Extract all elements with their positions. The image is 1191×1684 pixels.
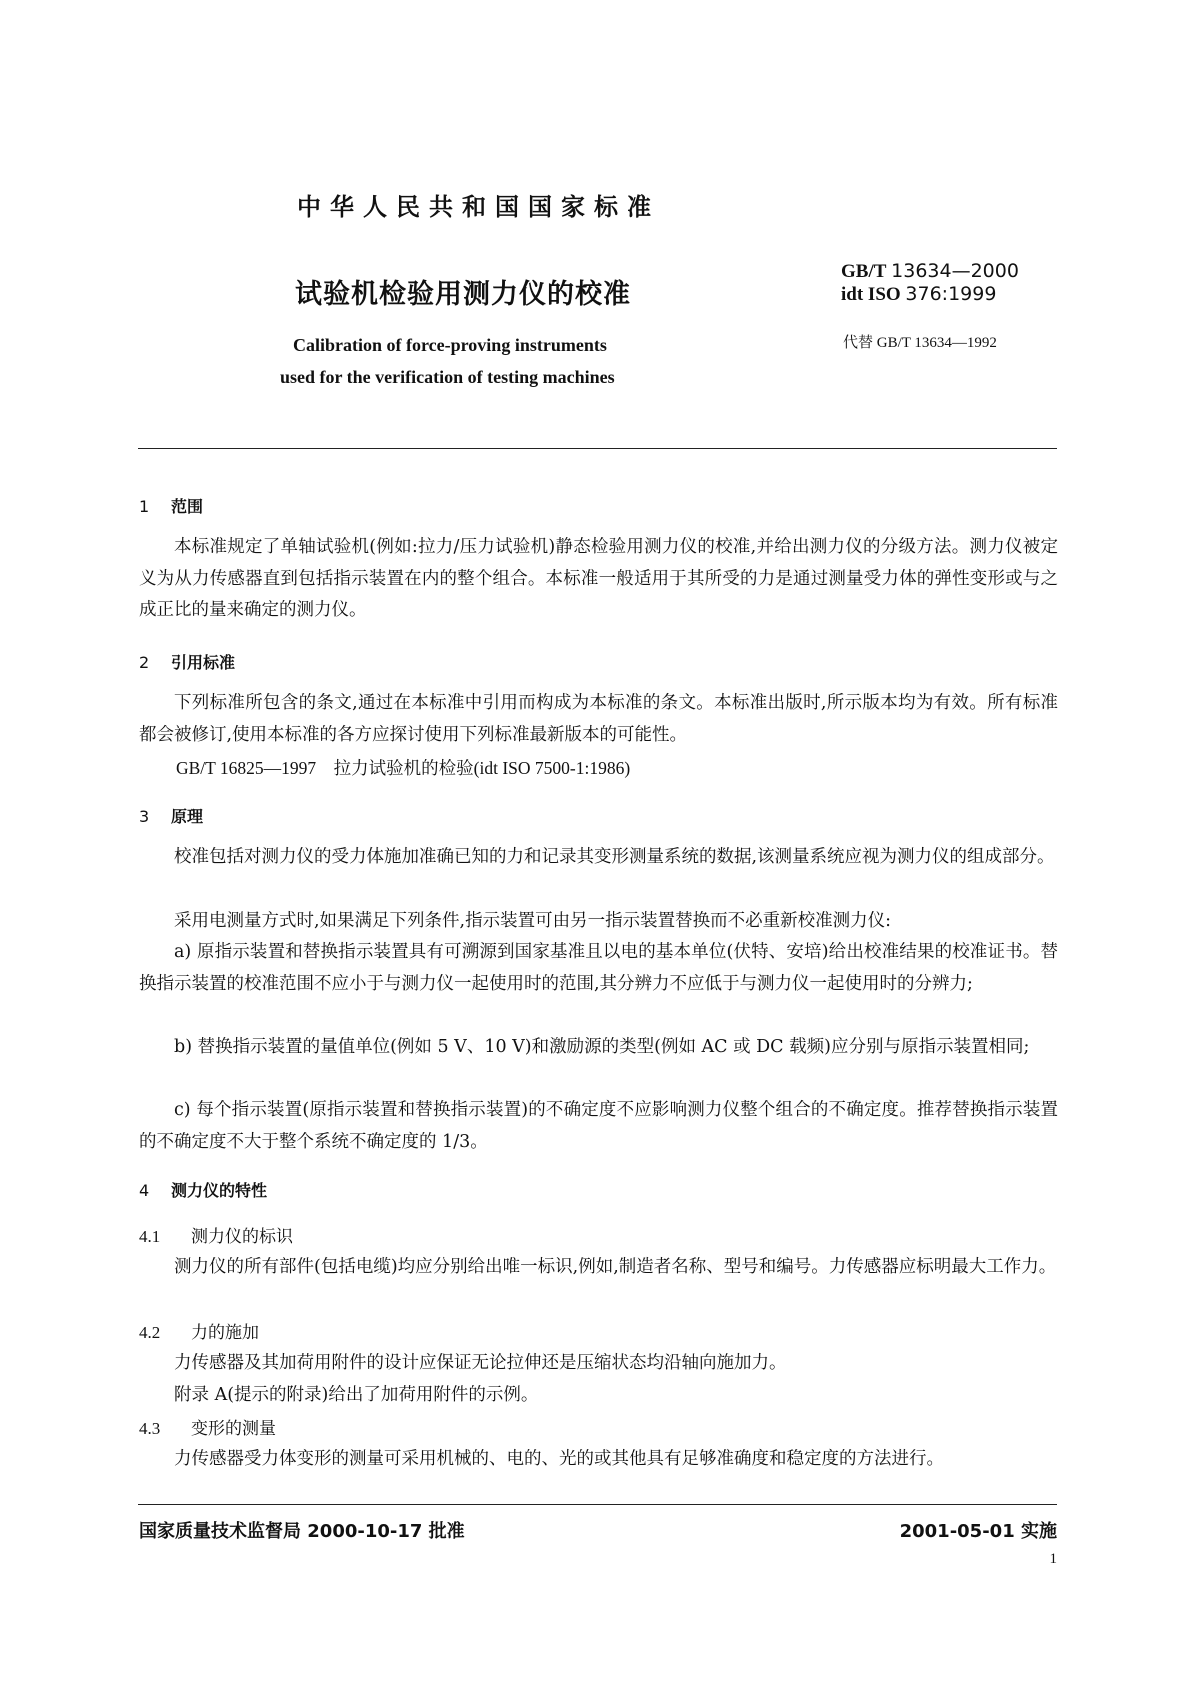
- subsection-title: 变形的测量: [191, 1419, 276, 1438]
- subsection-title: 测力仪的标识: [191, 1227, 293, 1246]
- idt-code-number: 376:1999: [905, 283, 997, 305]
- section-3-paragraph-2: 采用电测量方式时,如果满足下列条件,指示装置可由另一指示装置替换而不必重新校准测力仪:: [174, 911, 892, 931]
- standard-code-number: 13634—2000: [891, 260, 1019, 282]
- section-3-paragraph-1: 校准包括对测力仪的受力体施加准确已知的力和记录其变形测量系统的数据,该测量系统应视为测力仪的组成部分。: [174, 847, 1055, 867]
- section-number: 2: [139, 653, 150, 672]
- section-title: 引用标准: [171, 653, 236, 672]
- subsection-number: 4.1: [139, 1227, 161, 1246]
- footer-divider: [138, 1504, 1057, 1505]
- subsection-title: 力的施加: [191, 1323, 259, 1342]
- section-3-heading: [139, 804, 203, 827]
- subsection-4-3-paragraph: 力传感器受力体变形的测量可采用机械的、电的、光的或其他具有足够准确度和稳定度的方法进行。: [174, 1449, 944, 1469]
- section-3-item-a: a) 原指示装置和替换指示装置具有可溯源到国家基准且以电的基本单位(伏特、安培)给出校准结果的校准证书。替换指示装置的校准范围不应小于与测力仪一起使用时的范围,其分辨力不应低于与测力仪一起使用时的分辨力;: [139, 942, 1058, 994]
- subsection-number: 4.2: [139, 1323, 161, 1342]
- approval-line: 国家质量技术监督局 2000-10-17 批准: [139, 1521, 465, 1542]
- section-2-heading: [139, 650, 235, 673]
- document-title: 试验机检验用测力仪的校准: [295, 279, 631, 310]
- section-4-heading: [139, 1178, 267, 1201]
- section-3-item-c: c) 每个指示装置(原指示装置和替换指示装置)的不确定度不应影响测力仪整个组合的不确定度。推荐替换指示装置的不确定度不大于整个系统不确定度的 1/3。: [139, 1100, 1058, 1152]
- subsection-4-1-paragraph: 测力仪的所有部件(包括电缆)均应分别给出唯一标识,例如,制造者名称、型号和编号。力传感器应标明最大工作力。: [174, 1257, 1057, 1277]
- section-3-item-b: b) 替换指示装置的量值单位(例如 5 V、10 V)和激励源的类型(例如 AC 或 DC 载频)应分别与原指示装置相同;: [174, 1037, 1030, 1057]
- subsection-4-2-paragraph-2: 附录 A(提示的附录)给出了加荷用附件的示例。: [174, 1385, 539, 1405]
- section-2-paragraph: 下列标准所包含的条文,通过在本标准中引用而构成为本标准的条文。本标准出版时,所示版本均为有效。所有标准都会被修订,使用本标准的各方应探讨使用下列标准最新版本的可能性。: [139, 693, 1058, 745]
- section-title: 测力仪的特性: [171, 1181, 268, 1200]
- english-title-line-2: used for the verification of testing machines: [280, 367, 615, 387]
- section-number: 1: [139, 497, 150, 516]
- standard-code: [841, 260, 1019, 283]
- effective-date-line: 2001-05-01 实施: [899, 1521, 1057, 1542]
- idt-code-prefix: idt ISO: [841, 284, 901, 305]
- national-standard-heading: 中华人民共和国国家标准: [297, 193, 660, 221]
- header-divider: [138, 448, 1057, 449]
- subsection-4-1-heading: [139, 1222, 293, 1247]
- subsection-4-2-heading: [139, 1318, 259, 1343]
- standard-code-block: [841, 260, 1019, 306]
- subsection-4-2-paragraph-1: 力传感器及其加荷用附件的设计应保证无论拉伸还是压缩状态均沿轴向施加力。: [174, 1353, 787, 1373]
- section-1-paragraph: 本标准规定了单轴试验机(例如:拉力/压力试验机)静态检验用测力仪的校准,并给出测力仪的分级方法。测力仪被定义为从力传感器直到包括指示装置在内的整个组合。本标准一般适用于其所受的力是通过测量受力体的弹性变形或与之成正比的量来确定的测力仪。: [139, 537, 1058, 620]
- section-title: 原理: [171, 807, 204, 826]
- normative-reference: GB/T 16825—1997 拉力试验机的检验(idt ISO 7500-1:1986): [176, 758, 631, 778]
- section-number: 4: [139, 1181, 150, 1200]
- standard-code-prefix: GB/T: [841, 261, 887, 282]
- section-title: 范围: [171, 497, 204, 516]
- english-title-line-1: Calibration of force-proving instruments: [293, 335, 607, 355]
- idt-code: [841, 283, 1019, 306]
- subsection-4-3-heading: [139, 1414, 276, 1439]
- section-1-heading: [139, 494, 203, 517]
- replaces-standard: 代替 GB/T 13634—1992: [843, 335, 997, 351]
- section-number: 3: [139, 807, 150, 826]
- subsection-number: 4.3: [139, 1419, 161, 1438]
- page-number: 1: [1049, 1551, 1057, 1567]
